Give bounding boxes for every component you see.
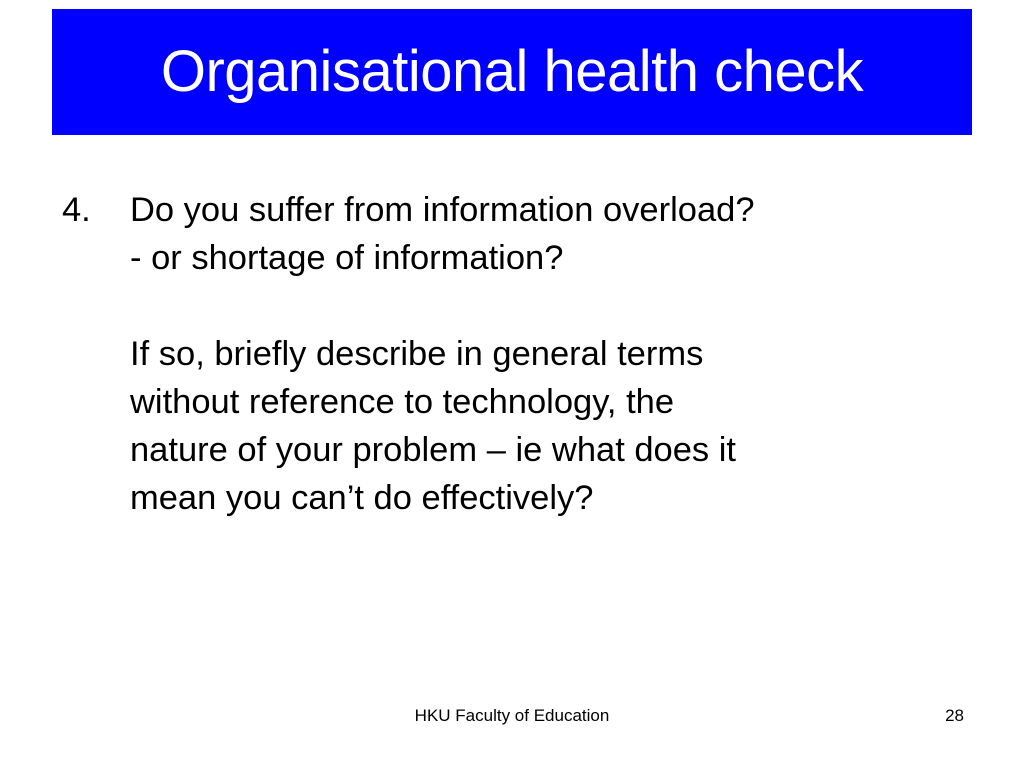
paragraph-spacer xyxy=(130,282,982,330)
footer-source: HKU Faculty of Education xyxy=(414,706,610,725)
item-content xyxy=(130,186,982,522)
slide-body xyxy=(62,186,982,522)
title-bar xyxy=(52,9,972,135)
question-line: - or shortage of information? xyxy=(130,239,564,277)
prompt-line: mean you can’t do effectively? xyxy=(130,479,594,517)
page-number: 28 xyxy=(945,706,964,725)
prompt-line: If so, briefly describe in general terms xyxy=(130,335,704,373)
prompt-line: nature of your problem – ie what does it xyxy=(130,431,737,469)
slide-title: Organisational health check xyxy=(160,39,864,104)
numbered-item xyxy=(62,186,982,522)
item-number: 4. xyxy=(62,191,91,229)
question-line: Do you suffer from information overload? xyxy=(130,191,755,229)
prompt-line: without reference to technology, the xyxy=(130,383,675,421)
